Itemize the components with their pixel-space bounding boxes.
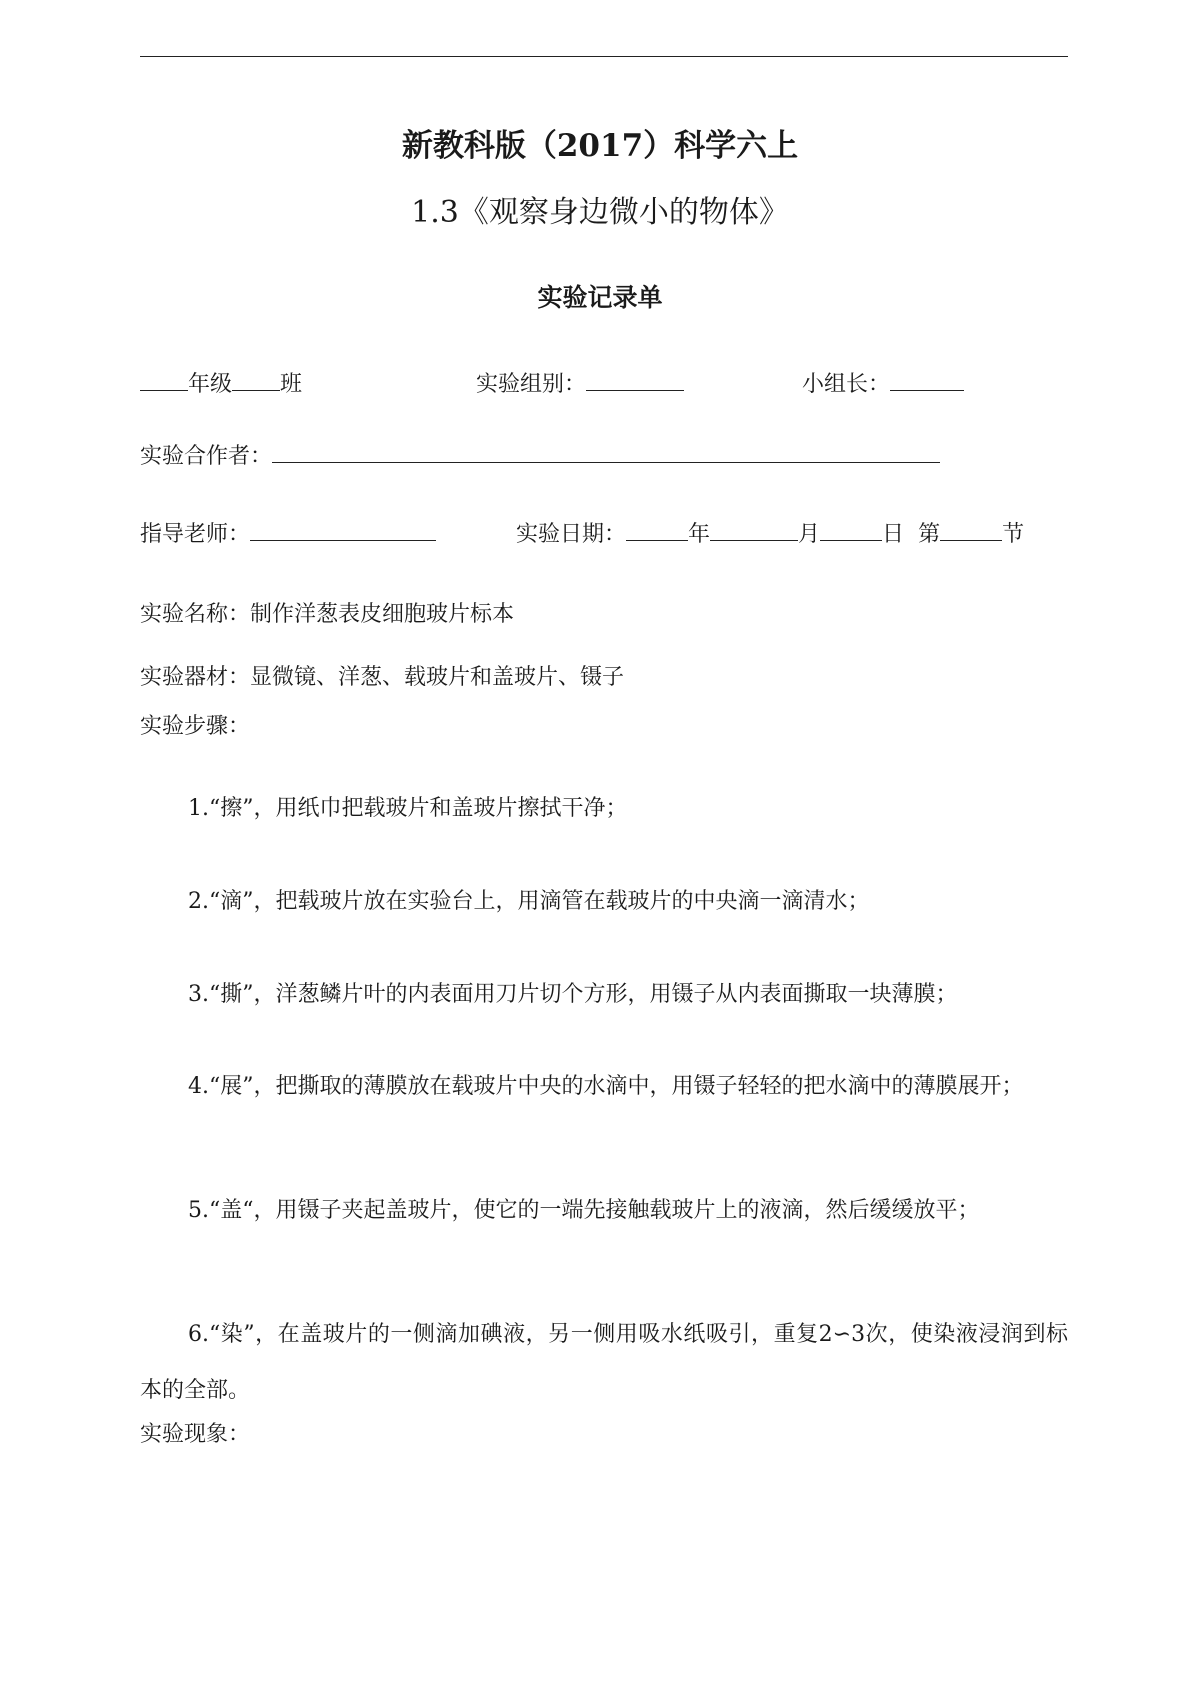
document-title: 新教科版（2017）科学六上 bbox=[401, 128, 799, 164]
year-blank[interactable] bbox=[626, 518, 688, 541]
grade-blank[interactable] bbox=[140, 368, 188, 391]
leader-field bbox=[802, 368, 964, 400]
date-field bbox=[516, 518, 1024, 550]
steps-heading: 实验步骤： bbox=[140, 714, 251, 739]
step-item: 1.“擦”，用纸巾把载玻片和盖玻片擦拭干净； bbox=[188, 796, 628, 821]
day-blank[interactable] bbox=[820, 518, 882, 541]
step-item: 6.“染”，在盖玻片的一侧滴加碘液，另一侧用吸水纸吸引，重复2∽3次，使染液浸润到标本的全部。 bbox=[140, 1322, 1068, 1403]
step-item: 5.“盖“，用镊子夹起盖玻片，使它的一端先接触载玻片上的液滴，然后缓缓放平； bbox=[188, 1198, 980, 1223]
teacher-label: 指导老师： bbox=[140, 522, 251, 547]
grade-class-field bbox=[140, 368, 302, 400]
period-prefix: 第 bbox=[918, 522, 941, 547]
group-blank[interactable] bbox=[586, 368, 684, 391]
period-label: 节 bbox=[1002, 522, 1025, 547]
period-blank[interactable] bbox=[940, 518, 1002, 541]
year-label: 年 bbox=[688, 522, 711, 547]
experiment-materials: 实验器材：显微镜、洋葱、载玻片和盖玻片、镊子 bbox=[140, 665, 625, 690]
class-label: 班 bbox=[280, 372, 303, 397]
step-item: 3.“撕”，洋葱鳞片叶的内表面用刀片切个方形，用镊子从内表面撕取一块薄膜； bbox=[188, 982, 958, 1007]
day-label: 日 bbox=[882, 522, 905, 547]
leader-blank[interactable] bbox=[890, 368, 964, 391]
partners-field bbox=[140, 440, 940, 472]
sheet-subtitle: 实验记录单 bbox=[537, 283, 663, 312]
header-rule bbox=[140, 56, 1068, 57]
group-field bbox=[476, 368, 684, 400]
leader-label: 小组长： bbox=[802, 372, 891, 397]
experiment-name: 实验名称：制作洋葱表皮细胞玻片标本 bbox=[140, 602, 515, 627]
teacher-blank[interactable] bbox=[250, 518, 436, 541]
month-blank[interactable] bbox=[710, 518, 798, 541]
partners-label: 实验合作者： bbox=[140, 444, 273, 469]
partners-blank[interactable] bbox=[272, 440, 940, 463]
grade-label: 年级 bbox=[188, 372, 233, 397]
month-label: 月 bbox=[798, 522, 821, 547]
phenomenon-heading: 实验现象： bbox=[140, 1422, 251, 1447]
lesson-title: 1.3《观察身边微小的物体》 bbox=[411, 195, 789, 230]
step-item: 2.“滴”，把载玻片放在实验台上，用滴管在载玻片的中央滴一滴清水； bbox=[188, 889, 870, 914]
class-blank[interactable] bbox=[232, 368, 280, 391]
teacher-field bbox=[140, 518, 436, 550]
group-label: 实验组别： bbox=[476, 372, 587, 397]
date-label: 实验日期： bbox=[516, 522, 627, 547]
step-item: 4.“展”，把撕取的薄膜放在载玻片中央的水滴中，用镊子轻轻的把水滴中的薄膜展开； bbox=[188, 1074, 1024, 1099]
